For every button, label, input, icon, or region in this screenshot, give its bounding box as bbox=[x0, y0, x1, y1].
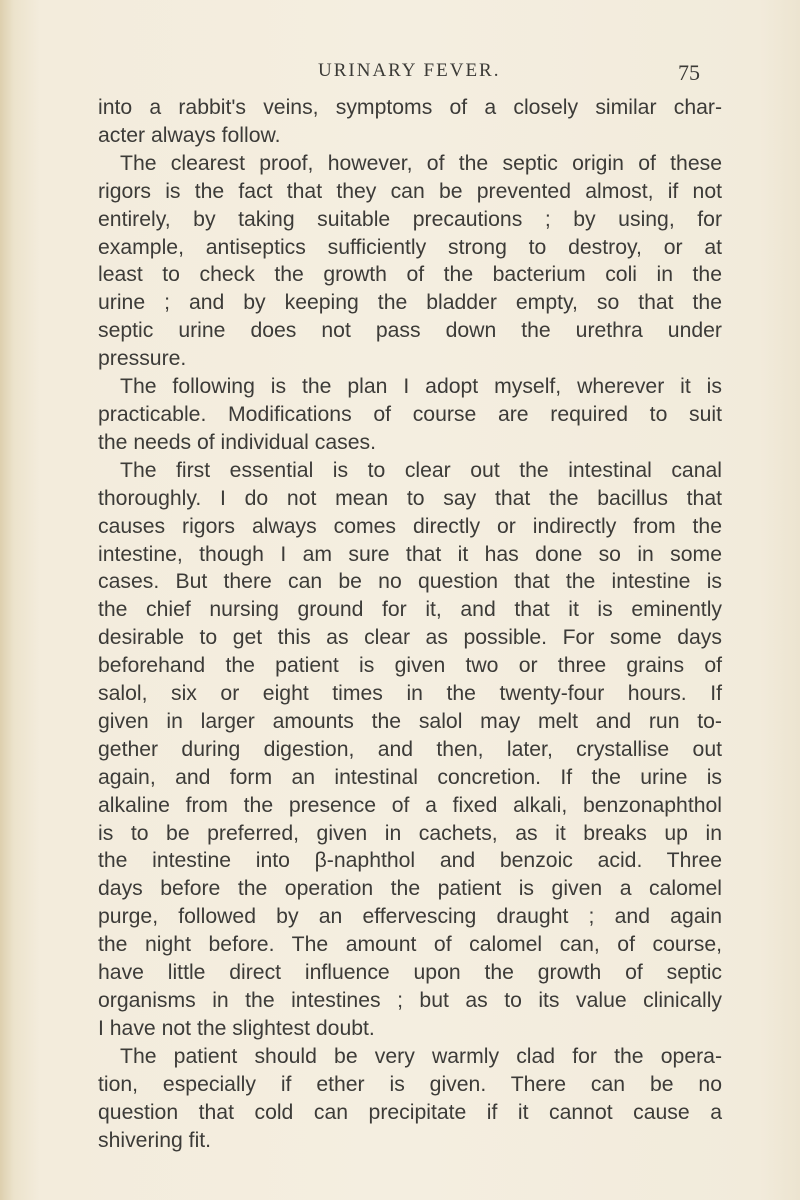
text-line: days before the operation the patient is given a calomel bbox=[98, 877, 722, 901]
text-line: The clearest proof, however, of the septic origin of these bbox=[120, 151, 722, 175]
text-line: cases. But there can be no question that the intestine is bbox=[98, 570, 722, 594]
text-line: acter always follow. bbox=[98, 123, 281, 147]
text-line: the chief nursing ground for it, and that it is eminently bbox=[98, 598, 722, 622]
paragraph bbox=[98, 1043, 722, 1155]
text-line: pressure. bbox=[98, 347, 187, 371]
text-line: gether during digestion, and then, later, crystallise out bbox=[98, 737, 722, 761]
text-line: The first essential is to clear out the intestinal canal bbox=[120, 458, 722, 482]
text-line: The following is the plan I adopt myself, wherever it is bbox=[120, 375, 722, 399]
text-line: salol, six or eight times in the twenty-four hours. If bbox=[98, 682, 722, 706]
text-line: least to check the growth of the bacterium coli in the bbox=[98, 263, 722, 287]
text-line: intestine, though I am sure that it has done so in some bbox=[98, 542, 722, 566]
text-line: I have not the slightest doubt. bbox=[98, 1016, 375, 1040]
text-line: the needs of individual cases. bbox=[98, 430, 376, 454]
text-line: practicable. Modifications of course are required to suit bbox=[98, 402, 722, 426]
body-text bbox=[98, 94, 722, 1154]
text-line: desirable to get this as clear as possible. For some days bbox=[98, 626, 722, 650]
text-line: causes rigors always comes directly or indirectly from the bbox=[98, 514, 722, 538]
paragraph bbox=[98, 373, 722, 457]
text-line: have little direct influence upon the growth of septic bbox=[98, 961, 722, 985]
text-line: alkaline from the presence of a fixed alkali, benzonaphthol bbox=[98, 793, 722, 817]
text-line: example, antiseptics sufficiently strong to destroy, or at bbox=[98, 235, 722, 259]
text-line: given in larger amounts the salol may melt and run to- bbox=[98, 709, 722, 733]
paragraph bbox=[98, 150, 722, 373]
text-line: beforehand the patient is given two or three grains of bbox=[98, 654, 722, 678]
text-line: the intestine into β-naphthol and benzoic acid. Three bbox=[98, 849, 722, 873]
text-line: septic urine does not pass down the urethra under bbox=[98, 319, 722, 343]
text-line: urine ; and by keeping the bladder empty, so that the bbox=[98, 291, 722, 315]
paragraph bbox=[98, 457, 722, 1043]
text-line: again, and form an intestinal concretion. If the urine is bbox=[98, 765, 722, 789]
text-line: rigors is the fact that they can be prevented almost, if not bbox=[98, 179, 722, 203]
running-title: URINARY FEVER. bbox=[318, 60, 501, 81]
text-line: The patient should be very warmly clad for the opera- bbox=[120, 1044, 722, 1068]
text-line: entirely, by taking suitable precautions ; by using, for bbox=[98, 207, 722, 231]
text-line: into a rabbit's veins, symptoms of a closely similar char- bbox=[98, 96, 722, 119]
text-line: is to be preferred, given in cachets, as it breaks up in bbox=[98, 821, 722, 845]
text-line: organisms in the intestines ; but as to its value clinically bbox=[98, 989, 722, 1012]
paragraph bbox=[98, 94, 722, 150]
text-line: question that cold can precipitate if it cannot cause a bbox=[98, 1100, 722, 1124]
text-line: thoroughly. I do not mean to say that the bacillus that bbox=[98, 486, 722, 510]
text-line: purge, followed by an effervescing draught ; and again bbox=[98, 905, 722, 929]
text-line: tion, especially if ether is given. There can be no bbox=[98, 1072, 722, 1096]
page-number: 75 bbox=[678, 60, 700, 85]
running-head bbox=[318, 60, 718, 86]
text-line: the night before. The amount of calomel can, of course, bbox=[98, 933, 722, 957]
text-line: shivering fit. bbox=[98, 1128, 212, 1152]
